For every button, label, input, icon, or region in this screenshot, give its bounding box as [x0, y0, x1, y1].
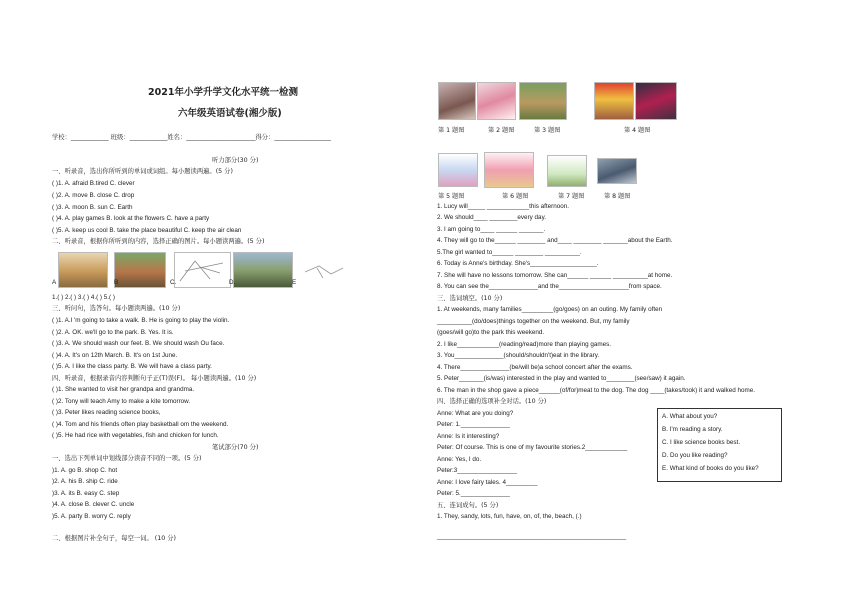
bird-drawing [295, 252, 350, 286]
sketch-drawing [175, 253, 230, 287]
page-title: 2021年小学升学文化水平统一检测 [148, 87, 298, 98]
picture-great-wall [233, 252, 293, 288]
question-line: 6. Today is Anne's birthday. She's___________________. [437, 260, 599, 267]
question-line: ( )4. A. It's on 12th March. B. It's on 1st June. [52, 352, 178, 359]
question-line: ( )5. A. I like the class party. B. We will have a class party. [52, 363, 212, 370]
question-line: )4. A. close B. clever C. uncle [52, 501, 135, 508]
question-line: 6. The man in the shop gave a piece______(of/for)meat to the dog. The dog ____(takes/took) it and walked home. [437, 387, 755, 394]
caption: 第 4 题图 [624, 127, 651, 134]
section-heading: 二、根据图片补全句子，每空一词。 (10 分) [52, 535, 176, 542]
pic-label: B [114, 279, 119, 286]
section-heading: 一、听录音，选出你所听到的单词或词组。每小题读两遍。(5 分) [52, 168, 233, 175]
info-line: 学校：____________ 班级：____________姓名：______________________得分：__________________ [52, 134, 332, 141]
option-item: D. Do you like reading? [662, 452, 728, 459]
question-line: 8. You can see the______________and the____________________from space. [437, 283, 662, 290]
dialogue-line: Peter:3_________________ [437, 467, 517, 474]
section-heading: 三、选词填空。(10 分) [437, 295, 503, 302]
section-heading: 一、选出下列单词中划线部分读音不同的一项。(5 分) [52, 455, 202, 462]
question-line: ( )4. A. play games B. look at the flowers C. have a party [52, 215, 210, 222]
question-line: ( )5. He had rice with vegetables, fish and chicken for lunch. [52, 432, 219, 439]
picture-library [58, 252, 108, 288]
section-heading: 四、选择正确的选项补全对话。(10 分) [437, 398, 547, 405]
caption: 第 2 题图 [488, 127, 515, 134]
picture-q5 [438, 153, 478, 187]
dialogue-line: Anne: Yes, I do. [437, 456, 482, 463]
dialogue-line: Anne: Is it interesting? [437, 433, 500, 440]
question-line: ( )1. A. afraid B.tired C. clever [52, 180, 135, 187]
dialogue-line: Anne: What are you doing? [437, 410, 514, 417]
question-line: ( )1. She wanted to visit her grandpa and grandma. [52, 386, 195, 393]
question-line: ( )5. A. keep us cool B. take the place beautiful C. keep the air clean [52, 227, 242, 234]
question-line: ( )3. A. We should wash our feet. B. We should wash Ou face. [52, 340, 225, 347]
pic-label: C. [170, 279, 177, 286]
section-heading: 听力部分(30 分) [212, 157, 259, 164]
question-line: 5.The girl wanted to______ ________ __________. [437, 249, 582, 256]
question-line: ( )1. A.I 'm going to take a walk. B. He is going to play the violin. [52, 317, 230, 324]
answer-line: 1.( ) 2.( ) 3.( ) 4.( ) 5.( ) [52, 294, 115, 301]
dialogue-line: Peter: 5.______________ [437, 490, 510, 497]
picture-q4a [594, 82, 634, 120]
section-heading: 三、听问句，选答句。每小题读两遍。(10 分) [52, 305, 181, 312]
question-line: __________(do/does)things together on the weekend. But, my family [437, 318, 630, 325]
options-box [657, 408, 782, 482]
picture-q7 [547, 155, 587, 187]
question-line: ( )2. Tony will teach Amy to make a kite tomorrow. [52, 398, 191, 405]
question-line: ( )2. A. OK. we'll go to the park. B. Yes. It is. [52, 329, 174, 336]
question-line: ( )4. Tom and his friends often play basketball om the weekend. [52, 421, 229, 428]
picture-q3 [519, 82, 567, 120]
question-line: 1. They, sandy, lots, fun, have, on, of, the, beach, (.) [437, 513, 582, 520]
pic-label: E [292, 279, 297, 286]
answer-line: ______________________________________________________ [437, 533, 627, 540]
picture-bird [295, 252, 350, 286]
question-line: ( )3. A. moon B. sun C. Earth [52, 204, 133, 211]
question-line: 1. Lucy will_____ ____________this afternoon. [437, 203, 569, 210]
section-heading: 四、听录音，根据录音内容判断句子正(T)误(F)。 每小题读两遍。(10 分) [52, 375, 257, 382]
section-heading: 二、听录音，根据你所听到的内容，选择正确的图片。每小题读两遍。(5 分) [52, 238, 265, 245]
picture-q2 [477, 82, 516, 120]
question-line: 1. At weekends, many families_________(go/goes) on an outing. My family often [437, 306, 663, 313]
question-line: )2. A. his B. ship C. ride [52, 478, 118, 485]
pic-label: A [52, 279, 57, 286]
question-line: 3. I am going to____ ______ _______. [437, 226, 546, 233]
question-line: 3. You______________(should/shouldn't)eat in the library. [437, 352, 600, 359]
section-heading: 五、连词成句。(5 分) [437, 502, 499, 509]
caption: 第 6 题图 [502, 193, 529, 200]
question-line: ( )2. A. move B. close C. drop [52, 192, 135, 199]
dialogue-line: Anne: I love fairy tales. 4_________ [437, 479, 538, 486]
question-line: 2. I like____________(reading/read)more than playing games. [437, 341, 611, 348]
option-item: B. I'm reading a story. [662, 426, 723, 433]
question-line: )1. A. go B. shop C. hot [52, 467, 118, 474]
pic-label: D. [229, 279, 236, 286]
page-subtitle: 六年级英语试卷(湘少版) [178, 108, 282, 119]
picture-bench [114, 252, 166, 288]
dialogue-line: Peter: 1.______________ [437, 421, 510, 428]
picture-q6 [484, 152, 534, 188]
caption: 第 3 题图 [534, 127, 561, 134]
question-line: 7. She will have no lessons tomorrow. She can______ ______ __________at home. [437, 272, 673, 279]
question-line: )3. A. its B. easy C. step [52, 490, 120, 497]
question-line: ( )3. Peter likes reading science books, [52, 409, 161, 416]
caption: 第 1 题图 [438, 127, 465, 134]
question-line: 4. They will go to the______ ________ and____ ________ _______about the Earth. [437, 237, 673, 244]
caption: 第 5 题图 [438, 193, 465, 200]
option-item: C. I like science books best. [662, 439, 741, 446]
question-line: 2. We should____ ________every day. [437, 214, 546, 221]
picture-sketch [174, 252, 231, 288]
caption: 第 7 题图 [558, 193, 585, 200]
question-line: (goes/will go)to the park this weekend. [437, 329, 545, 336]
picture-q1 [438, 82, 476, 120]
picture-q8 [597, 158, 637, 184]
picture-q4b [635, 82, 677, 120]
option-item: A. What about you? [662, 413, 718, 420]
question-line: 5. Peter_______(is/was) interested in the play and wanted to________(see/saw) it again. [437, 375, 686, 382]
question-line: )5. A. party B. worry C. reply [52, 513, 131, 520]
section-heading: 笔试部分(70 分) [212, 444, 259, 451]
option-item: E. What kind of books do you like? [662, 465, 759, 472]
dialogue-line: Peter: Of course. This is one of my favourite stories.2____________ [437, 444, 628, 451]
caption: 第 8 题图 [604, 193, 631, 200]
question-line: 4. There______________(be/will be)a school concert after the exams. [437, 364, 633, 371]
